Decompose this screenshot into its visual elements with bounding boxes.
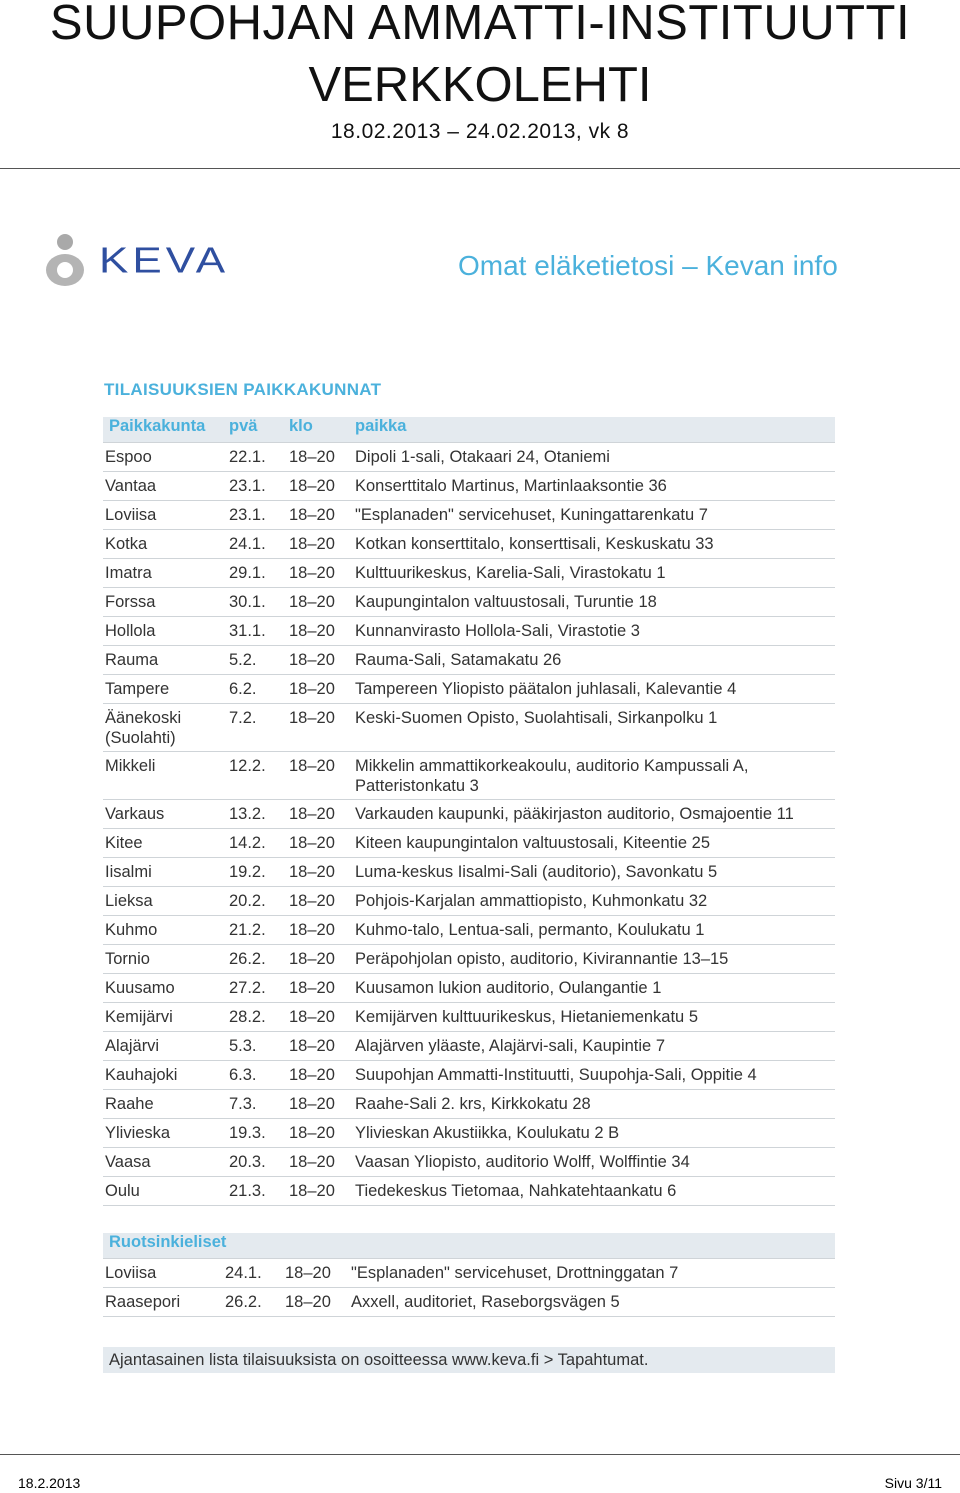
cell-venue: Tampereen Yliopisto päätalon juhlasali, Kalevantie 4 [353, 674, 835, 703]
table-header-row [103, 417, 835, 442]
swedish-events-table [103, 1233, 835, 1317]
cell-time: 18–20 [287, 1060, 353, 1089]
cell-time: 18–20 [287, 587, 353, 616]
cell-venue: Alajärven yläaste, Alajärvi-sali, Kaupintie 7 [353, 1031, 835, 1060]
cell-time: 18–20 [287, 500, 353, 529]
cell-venue: Kotkan konserttitalo, konserttisali, Keskuskatu 33 [353, 529, 835, 558]
cell-date: 21.3. [227, 1176, 287, 1205]
table-row [103, 587, 835, 616]
table-row [103, 915, 835, 944]
issue-date-range: 18.02.2013 – 24.02.2013, vk 8 [330, 120, 630, 143]
cell-place: Lieksa [103, 886, 227, 915]
footer-page: Sivu 3/11 [884, 1475, 942, 1491]
table-row [103, 1258, 835, 1287]
cell-time: 18–20 [287, 857, 353, 886]
cell-time: 18–20 [287, 1031, 353, 1060]
cell-date: 6.3. [227, 1060, 287, 1089]
cell-time: 18–20 [287, 944, 353, 973]
cell-date: 24.1. [227, 529, 287, 558]
table-row [103, 1147, 835, 1176]
table-row [103, 886, 835, 915]
cell-date: 31.1. [227, 616, 287, 645]
table-row [103, 616, 835, 645]
cell-place: Tampere [103, 674, 227, 703]
keva-person-icon [45, 234, 85, 288]
cell-venue: Tiedekeskus Tietomaa, Nahkatehtaankatu 6 [353, 1176, 835, 1205]
cell-place: Loviisa [103, 1258, 223, 1287]
cell-place: Kotka [103, 529, 227, 558]
cell-time: 18–20 [287, 471, 353, 500]
cell-time: 18–20 [287, 442, 353, 471]
cell-place: Ylivieska [103, 1118, 227, 1147]
footer-divider [0, 1454, 960, 1455]
cell-time: 18–20 [283, 1287, 349, 1316]
cell-date: 24.1. [223, 1258, 283, 1287]
cell-date: 12.2. [227, 751, 287, 799]
cell-venue: Ylivieskan Akustiikka, Koulukatu 2 B [353, 1118, 835, 1147]
cell-place: Varkaus [103, 799, 227, 828]
cell-place: Espoo [103, 442, 227, 471]
cell-time: 18–20 [287, 828, 353, 857]
cell-place: Hollola [103, 616, 227, 645]
events-table [103, 417, 835, 1206]
cell-venue: Dipoli 1-sali, Otakaari 24, Otaniemi [353, 442, 835, 471]
cell-venue: Axxell, auditoriet, Raseborgsvägen 5 [349, 1287, 835, 1316]
cell-time: 18–20 [287, 1147, 353, 1176]
swedish-title: Ruotsinkieliset [103, 1233, 835, 1258]
cell-venue: Kuusamon lukion auditorio, Oulangantie 1 [353, 973, 835, 1002]
cell-place: Alajärvi [103, 1031, 227, 1060]
keva-logo-text: KEVA [99, 240, 230, 281]
footer-date: 18.2.2013 [18, 1475, 81, 1491]
cell-venue: Peräpohjolan opisto, auditorio, Kivirannantie 13–15 [353, 944, 835, 973]
ad-subtitle: Omat eläketietosi – Kevan info [458, 250, 838, 281]
cell-place: Äänekoski (Suolahti) [103, 703, 227, 751]
cell-date: 30.1. [227, 587, 287, 616]
col-header-place: Paikkakunta [103, 417, 227, 442]
cell-time: 18–20 [287, 1176, 353, 1205]
cell-time: 18–20 [287, 1118, 353, 1147]
cell-venue: Raahe-Sali 2. krs, Kirkkokatu 28 [353, 1089, 835, 1118]
cell-date: 20.3. [227, 1147, 287, 1176]
cell-date: 26.2. [227, 944, 287, 973]
cell-place: Kuhmo [103, 915, 227, 944]
cell-date: 20.2. [227, 886, 287, 915]
page-title: SUUPOHJAN AMMATTI-INSTITUUTTI [49, 0, 911, 50]
cell-date: 14.2. [227, 828, 287, 857]
footnote [103, 1347, 835, 1373]
page-subtitle: VERKKOLEHTI [308, 58, 652, 112]
table-row [103, 703, 835, 751]
cell-time: 18–20 [287, 1089, 353, 1118]
header-divider [0, 168, 960, 169]
col-header-venue: paikka [353, 417, 835, 442]
cell-time: 18–20 [287, 558, 353, 587]
swedish-header-row [103, 1233, 835, 1258]
cell-venue: Kiteen kaupungintalon valtuustosali, Kiteentie 25 [353, 828, 835, 857]
cell-date: 19.2. [227, 857, 287, 886]
cell-date: 19.3. [227, 1118, 287, 1147]
cell-time: 18–20 [283, 1258, 349, 1287]
cell-venue: Kaupungintalon valtuustosali, Turuntie 18 [353, 587, 835, 616]
cell-time: 18–20 [287, 703, 353, 751]
cell-time: 18–20 [287, 674, 353, 703]
table-row [103, 828, 835, 857]
cell-venue: Pohjois-Karjalan ammattiopisto, Kuhmonkatu 32 [353, 886, 835, 915]
table-row [103, 500, 835, 529]
cell-time: 18–20 [287, 751, 353, 799]
table-row [103, 1118, 835, 1147]
cell-date: 27.2. [227, 973, 287, 1002]
table-row [103, 1176, 835, 1205]
table-row [103, 944, 835, 973]
cell-date: 21.2. [227, 915, 287, 944]
table-row [103, 857, 835, 886]
cell-place: Imatra [103, 558, 227, 587]
cell-date: 5.2. [227, 645, 287, 674]
table-row [103, 1060, 835, 1089]
cell-venue: Kuhmo-talo, Lentua-sali, permanto, Koulukatu 1 [353, 915, 835, 944]
cell-date: 7.3. [227, 1089, 287, 1118]
section-title: TILAISUUKSIEN PAIKKAKUNNAT [104, 380, 382, 399]
cell-place: Raasepori [103, 1287, 223, 1316]
cell-date: 23.1. [227, 500, 287, 529]
cell-venue: Luma-keskus Iisalmi-Sali (auditorio), Savonkatu 5 [353, 857, 835, 886]
table-row [103, 645, 835, 674]
footnote-text: Ajantasainen lista tilaisuuksista on osoitteessa www.keva.fi > Tapahtumat. [109, 1351, 649, 1369]
cell-venue: Kunnanvirasto Hollola-Sali, Virastotie 3 [353, 616, 835, 645]
table-row [103, 751, 835, 799]
table-row [103, 1287, 835, 1316]
table-row [103, 1031, 835, 1060]
cell-time: 18–20 [287, 886, 353, 915]
col-header-date: pvä [227, 417, 287, 442]
cell-place: Iisalmi [103, 857, 227, 886]
cell-time: 18–20 [287, 799, 353, 828]
cell-time: 18–20 [287, 973, 353, 1002]
cell-date: 22.1. [227, 442, 287, 471]
cell-date: 28.2. [227, 1002, 287, 1031]
cell-time: 18–20 [287, 645, 353, 674]
col-header-time: klo [287, 417, 353, 442]
cell-venue: Vaasan Yliopisto, auditorio Wolff, Wolffintie 34 [353, 1147, 835, 1176]
cell-time: 18–20 [287, 529, 353, 558]
cell-venue: Rauma-Sali, Satamakatu 26 [353, 645, 835, 674]
cell-place: Kemijärvi [103, 1002, 227, 1031]
table-row [103, 799, 835, 828]
cell-time: 18–20 [287, 915, 353, 944]
cell-place: Vaasa [103, 1147, 227, 1176]
cell-place: Kuusamo [103, 973, 227, 1002]
table-row [103, 1002, 835, 1031]
cell-place: Loviisa [103, 500, 227, 529]
keva-logo [45, 233, 229, 289]
cell-time: 18–20 [287, 616, 353, 645]
cell-venue: Konserttitalo Martinus, Martinlaaksontie 36 [353, 471, 835, 500]
cell-place: Mikkeli [103, 751, 227, 799]
cell-date: 29.1. [227, 558, 287, 587]
table-row [103, 442, 835, 471]
cell-venue: Keski-Suomen Opisto, Suolahtisali, Sirkanpolku 1 [353, 703, 835, 751]
table-row [103, 471, 835, 500]
cell-time: 18–20 [287, 1002, 353, 1031]
cell-venue: Varkauden kaupunki, pääkirjaston auditorio, Osmajoentie 11 [353, 799, 835, 828]
cell-place: Kauhajoki [103, 1060, 227, 1089]
cell-venue: Kemijärven kulttuurikeskus, Hietaniemenkatu 5 [353, 1002, 835, 1031]
table-row [103, 674, 835, 703]
cell-place: Forssa [103, 587, 227, 616]
cell-place: Tornio [103, 944, 227, 973]
cell-venue: "Esplanaden" servicehuset, Drottninggatan 7 [349, 1258, 835, 1287]
cell-date: 26.2. [223, 1287, 283, 1316]
cell-date: 6.2. [227, 674, 287, 703]
cell-venue: Suupohjan Ammatti-Instituutti, Suupohja-Sali, Oppitie 4 [353, 1060, 835, 1089]
table-row [103, 973, 835, 1002]
cell-date: 23.1. [227, 471, 287, 500]
cell-place: Rauma [103, 645, 227, 674]
table-row [103, 529, 835, 558]
cell-place: Vantaa [103, 471, 227, 500]
cell-venue: Mikkelin ammattikorkeakoulu, auditorio Kampussali A, Patteristonkatu 3 [353, 751, 835, 799]
cell-venue: Kulttuurikeskus, Karelia-Sali, Virastokatu 1 [353, 558, 835, 587]
cell-date: 5.3. [227, 1031, 287, 1060]
table-row [103, 1089, 835, 1118]
cell-place: Oulu [103, 1176, 227, 1205]
cell-place: Raahe [103, 1089, 227, 1118]
cell-place: Kitee [103, 828, 227, 857]
cell-date: 7.2. [227, 703, 287, 751]
table-row [103, 558, 835, 587]
cell-date: 13.2. [227, 799, 287, 828]
cell-venue: "Esplanaden" servicehuset, Kuningattarenkatu 7 [353, 500, 835, 529]
